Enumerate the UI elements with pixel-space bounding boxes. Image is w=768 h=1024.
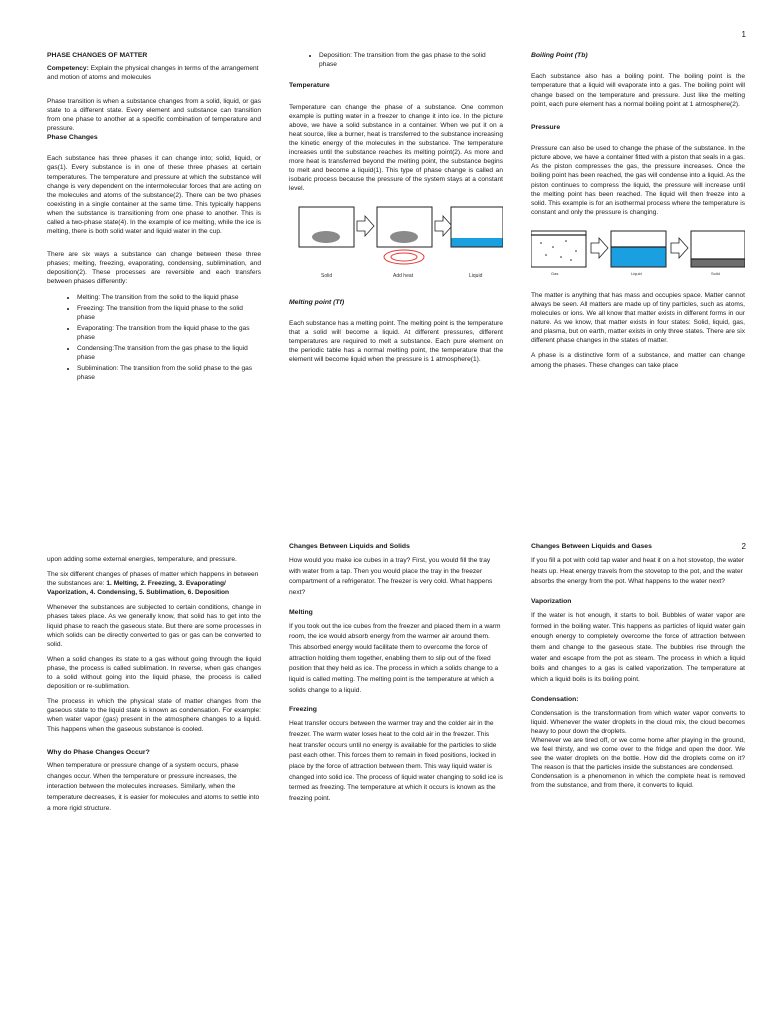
page2-column-3 (531, 533, 745, 797)
sublimation-paragraph: When a solid changes its state to a gas without going through the liquid phase, the process is called sublimation. In reverse, when gas changes to a solid without going into the liquid phase, the process is called deposition or re-sublimation. (47, 655, 261, 691)
list-item: • Evaporating: The transition from the liquid phase to the gas phase (77, 324, 261, 342)
liquid-fill (452, 238, 503, 247)
gas-container (531, 231, 586, 267)
condensation-paragraph-2: Whenever we are tired off, or we come home after playing in the ground, we feel thirsty, and we come over to the fridge and open the door. We see the water droplets on the bottle. How did the droplets come on it? The reason is that the particles inside the substances are condensed. (531, 737, 745, 772)
six-changes-paragraph (47, 570, 261, 597)
gas-particle (565, 240, 567, 242)
vaporization-heading: Vaporization (531, 598, 572, 606)
continued-paragraph: upon adding some external energies, temperature, and pressure. (47, 556, 237, 563)
arrow-icon (671, 238, 688, 258)
page1-column-2 (289, 51, 503, 370)
melting-heading: Melting (289, 608, 313, 616)
competency (47, 64, 261, 82)
pressure-figure (531, 227, 745, 277)
temperature-heading: Temperature (289, 82, 330, 90)
page2-column-2 (289, 533, 503, 811)
intro-paragraph: Phase transition is when a substance changes from a solid, liquid, or gas state to a different state. Every element and substance can transition from one phase to another at a specific combination of temperature and pressure. (47, 97, 261, 132)
page1-column-3 (531, 51, 745, 376)
page2-column-1 (47, 555, 261, 820)
piston-diagram (531, 227, 745, 277)
heating-diagram (289, 204, 503, 284)
melting-paragraph: If you took out the ice cubes from the freezer and placed them in a warm room, the ice would absorb energy from the warmer air around them. This absorbed energy would facilitate them to overcome the force of attraction holding them together, enabling them to slip out of the fixed position that they held as ice. The process in which a solids change to a liquid is called melting. The melting point is the temperature at which a solids change to a liquid. (289, 622, 501, 694)
gas-particle (560, 256, 562, 258)
liquids-gases-paragraph: If you fill a pot with cold tap water and heat it on a hot stovetop, the water heats up. Heat energy travels from the stovetop to the pot, and the water absorbs the energy from the pot. What happens to the water next? (531, 557, 744, 586)
gas-particle (575, 250, 577, 252)
six-ways-paragraph: There are six ways a substance can change between these three phases; melting, freezing, evaporating, condensing, sublimination, and deposition(2). These processes are reversible and each transfers between phases differently: (47, 251, 261, 286)
phases-paragraph: Each substance has three phases it can change into; solid, liquid, or gas(1). Every substance is in one of these three phases at certain temperatures. The temperature and pressure at which the substance will change is very dependent on the intermolecular forces that are acting on the molecules and atoms of the substance(2). There can be two phases coexisting in a single container at the same time. This typically happens when the substance is transitioning from one phase to another. This is called a two-phase state(4). In the example of ice melting, while the ice is melting, there is both solid water and liquid water in the cup. (47, 155, 261, 236)
matter-paragraph: The matter is anything that has mass and occupies space. Matter cannot always be seen. All matters are made up of tiny particles, such as atoms, molecules or ions. We all know that matter exists in different forms in our nature. As we know, that matter exists in four states: Solid, liquid, gas, and plasma, but on earth, matter exists in only three states. There are six different phase changes in the states of matter. (531, 291, 745, 345)
burner-icon (384, 250, 424, 264)
temperature-figure (289, 204, 503, 284)
compressed-liquid (612, 247, 666, 267)
temperature-paragraph: Temperature can change the phase of a substance. One common example is putting water in a freezer to change it into ice. In the picture above, we have a solid substance in a container. When we put it on a heat source, like a burner, heat is transferred to the substance increasing the kinetic energy of the molecules in the substance. The temperature increases until the substance reaches its melting point(2). As more and more heat is transferred beyond the melting point, the substance begins to melt and become a liquid(1). This type of phase change is called an isobaric process because the pressure of the system stays at a constant level. (289, 103, 503, 193)
phase-paragraph: A phase is a distinctive form of a substance, and matter can change among the phases. These changes can take place (531, 352, 745, 369)
compressed-solid (692, 259, 745, 267)
gas-caption: Gas (551, 270, 559, 276)
list-item: • Deposition: The transition from the gas phase to the solid phase (319, 51, 503, 69)
condensation-heading: Condensation: (531, 695, 579, 703)
deposition-list (289, 51, 503, 69)
liquids-gases-heading: Changes Between Liquids and Gases (531, 543, 652, 550)
whenever-paragraph: Whenever the substances are subjected to certain conditions, change in phases takes place. As we generally know, that solid has to get into the liquid phase to reach the gaseous state. But there are some processes in which solids can be directly converted to gas or gas can be converted to solid. (47, 604, 261, 648)
gas-particle (545, 254, 547, 256)
why-heading: Why do Phase Changes Occur? (47, 748, 150, 756)
page1-column-1 (47, 51, 261, 388)
liquid-caption: Liquid (469, 272, 483, 279)
arrow-icon (435, 216, 452, 236)
six-changes-list: 1. Melting, 2. Freezing, 3. Evaporating/ Vaporization, 4. Condensing, 5. Sublimation, 6. Deposition (47, 580, 230, 597)
freezing-paragraph: Heat transfer occurs between the warmer tray and the colder air in the freezer. The warm water loses heat to the cold air in the freezer. This heat transfer occurs until no energy is available for the particles to slide past each other. This forces them to remain in fixed positions, locked in place by the force of attraction between them. This way liquid water is changed into solid ice. The process of liquid water changing to solid ice is termed as freezing. The temperature at which it occurs is known as the freezing point. (289, 720, 503, 803)
list-item: • Melting: The transition from the solid to the liquid phase (77, 293, 261, 302)
condensation-paragraph-3: Condensation is a phenomenon in which the complete heat is removed from the substance, and from there, it converts to liquid. (531, 773, 745, 790)
solid-caption: Solid (711, 270, 720, 276)
pressure-heading: Pressure (531, 123, 561, 131)
freezing-heading: Freezing (289, 706, 317, 714)
boiling-point-paragraph: Each substance also has a boiling point. The boiling point is the temperature that a liquid will evaporate into a gas. The boiling point will change based on the temperature and pressure. Just like the melting point, each pure element has a normal boiling point at 1 atmosphere(2). (531, 73, 745, 108)
arrow-icon (591, 238, 608, 258)
liquids-solids-paragraph: How would you make ice cubes in a tray? First, you would fill the tray with water from a tap. Then you would place the tray in the freezer compartment of a refrigerator. The freezer is very cold. What happens next? (289, 557, 493, 597)
page-number: 2 (741, 542, 746, 551)
why-paragraph: When temperature or pressure change of a system occurs, phase changes occur. When the temperature or pressure increases, the interaction between the molecules increases. Similarly, when the temperature decreases, it is easier for molecules and atoms to settle into a more rigid structure. (47, 761, 260, 812)
solid-blob (312, 231, 340, 243)
condensation-paragraph: The process in which the physical state of matter changes from the gaseous state to the liquid state is known as condensation. For example: when water vapor (gas) present in the atmosphere changes to a liquid. This happens when the gaseous substance is cooled. (47, 698, 261, 733)
add-heat-caption: Add heat (393, 272, 414, 279)
gas-particle (570, 259, 572, 261)
solid-caption: Solid (321, 272, 333, 279)
six-changes-intro: The six different changes of phases of matter which happens in between the substances are: (47, 571, 259, 588)
document-title: PHASE CHANGES OF MATTER (47, 52, 148, 59)
condensation-paragraph-1: Condensation is the transformation from which water vapor converts to liquid. Whenever the water droplets in the cloud mix, the cloud becomes heavy to pour down the droplets. (531, 709, 745, 735)
page-number: 1 (741, 30, 746, 39)
gas-particle (540, 242, 542, 244)
vaporization-paragraph: If the water is hot enough, it starts to boil. Bubbles of water vapor are formed in the boiling water. This happens as particles of liquid water gain enough energy to completely overcome the force of attraction between them and change to the gaseous state. The bubbles rise through the water and escape from the pot as steam. The process in which a liquid boils and changes to a gas is called vaporization. The temperature at which a liquid boils is its boiling point. (531, 612, 745, 684)
melting-point-heading: Melting point (Tf) (289, 298, 345, 306)
liquids-solids-heading: Changes Between Liquids and Solids (289, 543, 410, 550)
melting-point-paragraph: Each substance has a melting point. The melting point is the temperature that a solid will become a liquid. At different pressures, different temperatures are required to melt a substance. Each pure element on the periodic table has a normal melting point, the temperature that the element will become liquid when the pressure is 1 atmosphere(1). (289, 319, 503, 364)
list-item: • Sublimination: The transition from the solid phase to the gas phase (77, 364, 261, 382)
boiling-point-heading: Boiling Point (Tb) (531, 52, 588, 59)
competency-label: Competency: (47, 65, 89, 73)
gas-particle (552, 246, 554, 248)
melting-blob (390, 231, 418, 243)
liquid-caption: Liquid (631, 270, 642, 276)
phase-changes-heading: Phase Changes (47, 133, 98, 141)
burner-inner-ring (391, 253, 417, 261)
arrow-icon (357, 216, 374, 236)
pressure-paragraph: Pressure can also be used to change the phase of the substance. In the picture above, we have a container fitted with a piston that seals in a gas. As the piston compresses the gas, the pressure increases. Once the boiling point has been reached, the gas will condense into a liquid. As the piston continues to compress the liquid, the pressure will increase until the melting point has been reached. The liquid will then freeze into a solid. This example is for an isothermal process where the temperature is constant and only the pressure is changing. (531, 145, 745, 216)
phase-transition-list (47, 293, 261, 383)
list-item: • Condensing:The transition from the gas phase to the liquid phase (77, 344, 261, 362)
list-item: • Freezing: The transition from the liquid phase to the solid phase (77, 304, 261, 322)
competency-text: Explain the physical changes in terms of the arrangement and motion of atoms and molecules (47, 65, 259, 82)
page-2 (0, 512, 768, 1024)
